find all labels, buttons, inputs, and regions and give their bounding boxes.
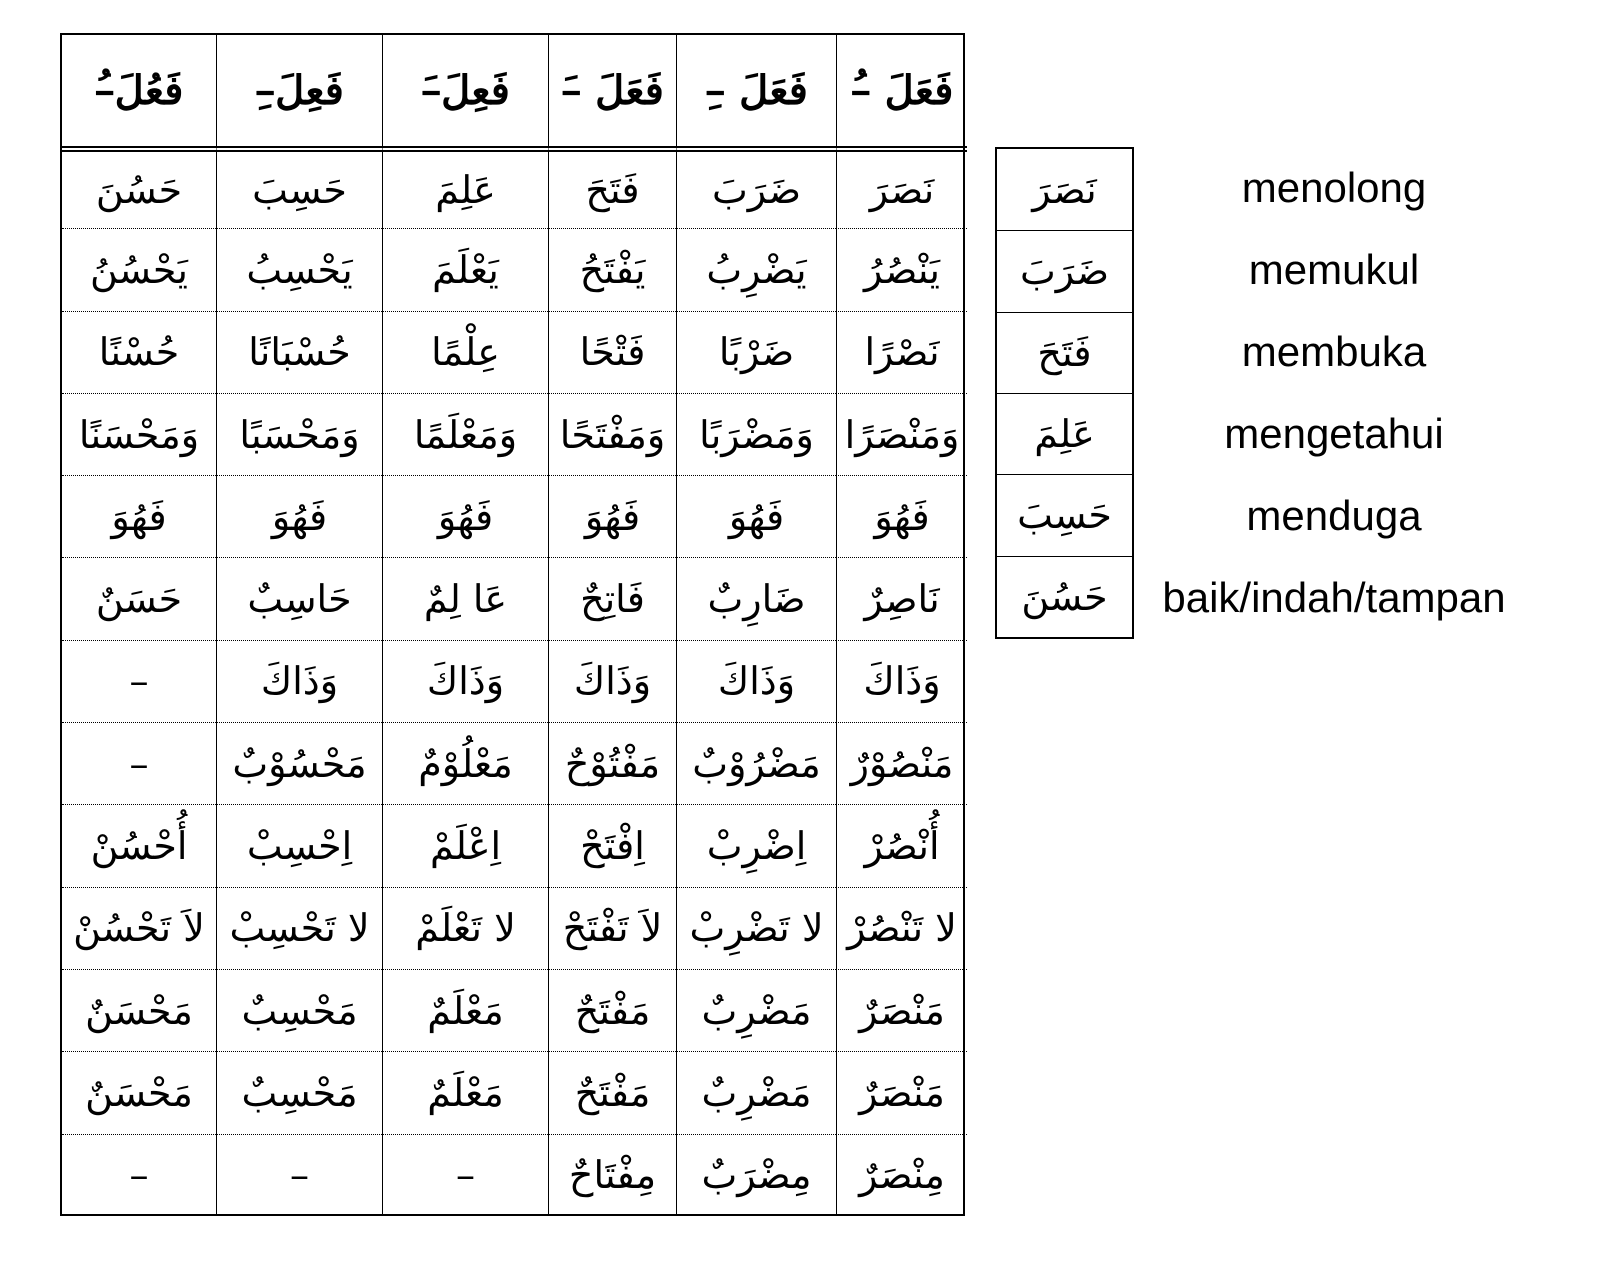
table-cell: يَضْرِبُ [676,228,836,310]
table-cell: اِحْسِبْ [216,804,382,886]
table-cell: اِضْرِبْ [676,804,836,886]
table-cell: حَسُنَ [62,146,216,228]
vocab-arabic: نَصَرَ [1032,167,1097,212]
table-cell: فَتْحًا [548,311,676,393]
table-cell: وَذَاكَ [382,640,548,722]
table-cell: فَهُوَ [548,475,676,557]
table-cell: مَعْلَمٌ [382,969,548,1051]
table-cell: مَحْسُوْبٌ [216,722,382,804]
table-cell: – [216,1134,382,1216]
table-cell: حَاسِبٌ [216,557,382,639]
table-cell: يَفْتَحُ [548,228,676,310]
table-cell: مِفْتَاحٌ [548,1134,676,1216]
table-cell: مَضْرُوْبٌ [676,722,836,804]
table-cell: مَنْصَرٌ [836,969,967,1051]
table-cell: يَعْلَمَ [382,228,548,310]
vocab-meaning: membuka [1241,328,1427,375]
table-cell: حُسْنًا [62,311,216,393]
vocab-meaning: memukul [1248,246,1420,293]
table-cell: فَاتِحٌ [548,557,676,639]
table-cell: وَذَاكَ [216,640,382,722]
table-cell: نَاصِرٌ [836,557,967,639]
table-cell: – [382,1134,548,1216]
table-cell: وَذَاكَ [836,640,967,722]
table-cell: فَهُوَ [676,475,836,557]
table-cell: مَضْرِبٌ [676,969,836,1051]
vocab-meaning: menduga [1246,492,1422,539]
column-header: فَعِلَ–َ [382,35,548,146]
vocabulary-arabic-column [995,147,1134,639]
column-header: فَعُلَ–ُ [94,67,184,114]
vocabulary-meaning-column [1134,147,1534,639]
vocab-meaning: baik/indah/tampan [1162,574,1506,621]
table-cell: مَفْتَحٌ [548,1051,676,1133]
table-cell: عَلِمَ [382,146,548,228]
table-cell: وَمَفْتَحًا [548,393,676,475]
table-cell: يَنْصُرُ [836,228,967,310]
table-cell: – [62,1134,216,1216]
vocab-meaning: menolong [1241,164,1427,211]
table-cell: لا تَضْرِبْ [676,887,836,969]
table-cell: وَمَضْرَبًا [676,393,836,475]
table-cell: أُنْصُرْ [836,804,967,886]
table-cell: لاَ تَحْسُنْ [62,887,216,969]
table-cell: لا تَعْلَمْ [382,887,548,969]
table-cell: وَذَاكَ [548,640,676,722]
table-cell: مَنْصَرٌ [836,1051,967,1133]
vocab-arabic: ضَرَبَ [997,230,1132,311]
table-cell: مَعْلَمٌ [382,1051,548,1133]
table-cell: حُسْبَانًا [216,311,382,393]
table-cell: أُحْسُنْ [62,804,216,886]
vocab-arabic: عَلِمَ [997,393,1132,474]
table-cell: مَحْسِبٌ [216,969,382,1051]
table-cell: لاَ تَفْتَحْ [548,887,676,969]
table-cell: فَتَحَ [548,146,676,228]
column-header: فَعَلَ –ُ [836,35,967,146]
table-cell: وَمَعْلَمًا [382,393,548,475]
table-cell: لا تَنْصُرْ [836,887,967,969]
table-cell: حَسِبَ [216,146,382,228]
table-cell: عَا لِمٌ [382,557,548,639]
table-cell: ضَرْبًا [676,311,836,393]
table-cell: مَفْتُوْحٌ [548,722,676,804]
table-cell: لا تَحْسِبْ [216,887,382,969]
table-cell: فَهُوَ [62,475,216,557]
table-cell: فَهُوَ [382,475,548,557]
table-cell: وَمَحْسَبًا [216,393,382,475]
table-cell: يَحْسِبُ [216,228,382,310]
table-cell: وَذَاكَ [676,640,836,722]
column-header: فَعَلَ –ِ [676,35,836,146]
table-cell: – [62,640,216,722]
vocab-arabic: حَسِبَ [997,474,1132,555]
table-cell: مَنْصُوْرٌ [836,722,967,804]
table-cell: ضَارِبٌ [676,557,836,639]
vocab-meaning: mengetahui [1224,410,1444,457]
vocab-arabic: حَسُنَ [997,556,1132,637]
table-cell: مَحْسِبٌ [216,1051,382,1133]
vocab-arabic: فَتَحَ [997,312,1132,393]
table-cell: عِلْمًا [382,311,548,393]
table-cell: مِنْصَرٌ [836,1134,967,1216]
table-cell: مَحْسَنٌ [62,969,216,1051]
table-cell: نَصَرَ [836,146,967,228]
table-cell: اِفْتَحْ [548,804,676,886]
table-cell: نَصْرًا [836,311,967,393]
table-cell: حَسَنٌ [62,557,216,639]
table-cell: وَمَنْصَرًا [836,393,967,475]
table-cell: – [62,722,216,804]
table-cell: فَهُوَ [836,475,967,557]
table-cell: مَحْسَنٌ [62,1051,216,1133]
table-cell: مَعْلُوْمٌ [382,722,548,804]
table-cell: مَضْرِبٌ [676,1051,836,1133]
table-cell: مَفْتَحٌ [548,969,676,1051]
table-cell: ضَرَبَ [676,146,836,228]
column-header: فَعَلَ –َ [548,35,676,146]
table-cell: مِضْرَبٌ [676,1134,836,1216]
table-cell: وَمَحْسَنًا [62,393,216,475]
table-cell: اِعْلَمْ [382,804,548,886]
column-header: فَعِلَ–ِ [216,35,382,146]
table-cell: يَحْسُنُ [62,228,216,310]
table-cell: فَهُوَ [216,475,382,557]
conjugation-table [60,33,965,1216]
